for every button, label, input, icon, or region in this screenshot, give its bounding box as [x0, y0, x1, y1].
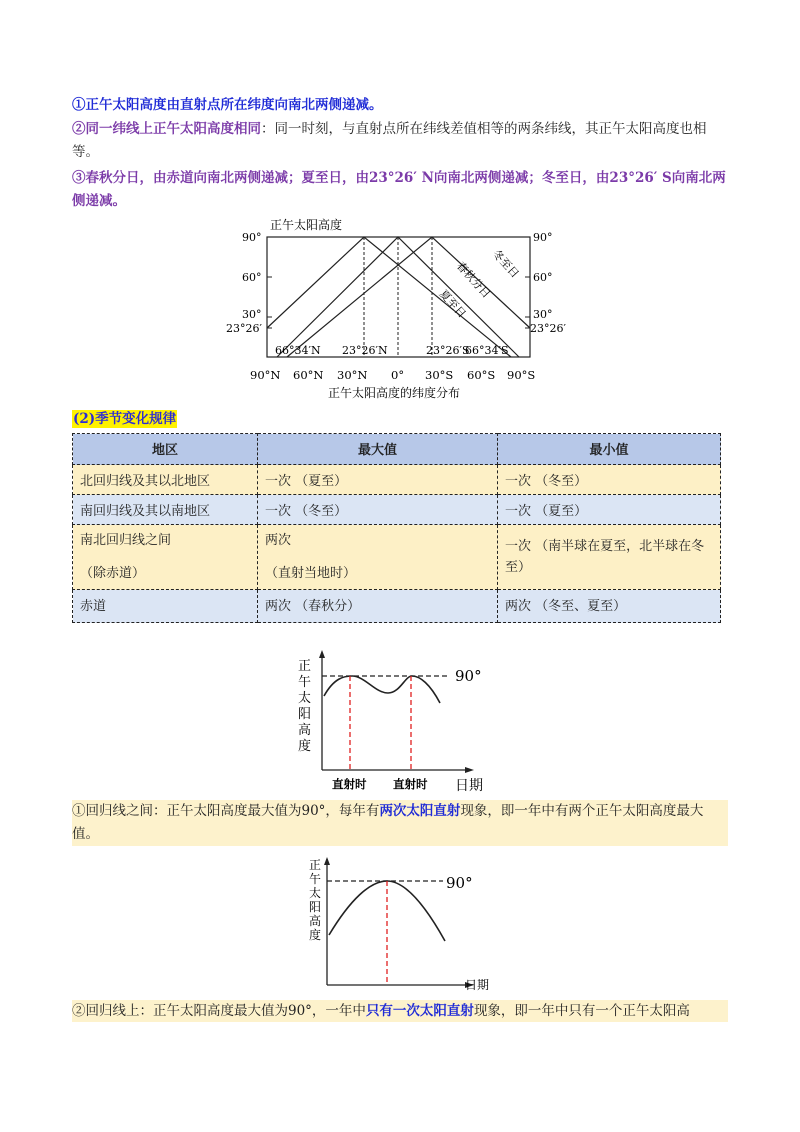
cell-region — [73, 525, 258, 590]
note-2 — [72, 1000, 728, 1022]
mark-2326s: 23°26′S — [426, 344, 470, 357]
latitude-distribution-diagram — [220, 214, 580, 404]
diagram-caption: 正午太阳高度的纬度分布 — [328, 386, 461, 400]
cell-region-line2: （除赤道） — [80, 566, 146, 581]
cell-max-line1: 两次 — [265, 533, 292, 548]
header-region: 地区 — [73, 434, 258, 465]
point-2 — [72, 118, 732, 164]
label-summer: 夏至日 — [436, 287, 469, 321]
table-header-row — [73, 434, 721, 465]
chart3-ylabel-char: 高 — [309, 914, 322, 928]
cell-region: 南回归线及其以南地区 — [73, 495, 258, 525]
chart2-ylabel-char: 正 — [298, 659, 312, 674]
left-tick-2326: 23°26′ — [226, 322, 262, 335]
chart2-ylabel-char: 高 — [298, 723, 312, 738]
chart2-ylabel-char: 度 — [298, 739, 312, 754]
cell-min: 一次 （南半球在夏至，北半球在冬至） — [498, 525, 721, 590]
x-tick-0: 0° — [391, 368, 405, 382]
seasonal-table — [72, 433, 721, 623]
chart2-ylabel-char: 午 — [298, 675, 312, 690]
header-max: 最大值 — [258, 434, 498, 465]
right-tick-60: 60° — [533, 271, 553, 284]
point-1: ①正午太阳高度由直射点所在纬度向南北两侧递减。 — [72, 97, 383, 113]
x-tick-30n: 30°N — [337, 368, 368, 382]
cell-min: 一次 （冬至） — [498, 465, 721, 495]
note-1-emphasis: 两次太阳直射 — [379, 803, 461, 819]
mark-6634s: 66°34′S — [465, 344, 509, 357]
table-row — [73, 525, 721, 590]
chart3-ylabel — [309, 858, 321, 942]
note-2-emphasis: 只有一次太阳直射 — [365, 1003, 474, 1019]
chart3-ylabel-char: 午 — [309, 872, 322, 886]
note-2-suffix: 现象，即一年中只有一个正午太阳高 — [473, 1003, 690, 1019]
x-tick-60s: 60°S — [467, 368, 496, 382]
right-tick-2326: 23°26′ — [530, 322, 566, 335]
chart2-ylabel — [298, 659, 311, 754]
note-1-prefix: ①回归线之间：正午太阳高度最大值为90°，每年有 — [72, 803, 380, 819]
cell-max — [258, 525, 498, 590]
chart2-ylabel-char: 阳 — [298, 707, 312, 722]
cell-region: 北回归线及其以北地区 — [73, 465, 258, 495]
right-tick-90: 90° — [533, 231, 553, 244]
chart2-curve — [324, 676, 440, 703]
point-2-text: ：同一时刻，与直射点所在纬线差值相等的两条纬线，其正午太阳高度也相等。 — [72, 121, 707, 160]
cell-region-line1: 南北回归线之间 — [80, 533, 172, 548]
chart3-ylabel-char: 阳 — [309, 900, 322, 914]
mark-6634n: 66°34′N — [275, 344, 321, 357]
double-peak-chart — [290, 648, 510, 798]
table-row — [73, 465, 721, 495]
chart2-marker-label-1: 直射时 — [332, 777, 367, 791]
chart2-ylabel-char: 太 — [298, 691, 312, 706]
note-2-prefix: ②回归线上：正午太阳高度最大值为90°，一年中 — [72, 1003, 366, 1019]
cell-max: 一次 （夏至） — [258, 465, 498, 495]
table-row — [73, 590, 721, 623]
chart2-90-label: 90° — [455, 667, 482, 685]
cell-min: 一次 （夏至） — [498, 495, 721, 525]
left-tick-60: 60° — [242, 271, 262, 284]
point-2-emphasis: ②同一纬线上正午太阳高度相同 — [72, 121, 261, 137]
chart3-ylabel-char: 正 — [309, 858, 322, 872]
chart3-xlabel: 日期 — [465, 978, 490, 992]
header-min: 最小值 — [498, 434, 721, 465]
table-row — [73, 495, 721, 525]
cell-max-line2: （直射当地时） — [265, 566, 357, 581]
note-1-suffix: 现象，即一年中有两个正午太阳高度最大值。 — [72, 803, 704, 842]
cell-region: 赤道 — [73, 590, 258, 623]
summer-solstice-line — [267, 237, 511, 357]
x-tick-60n: 60°N — [293, 368, 324, 382]
left-tick-30: 30° — [242, 308, 262, 321]
x-tick-90n: 90°N — [250, 368, 281, 382]
right-tick-30: 30° — [533, 308, 553, 321]
note-1 — [72, 800, 728, 846]
x-tick-30s: 30°S — [425, 368, 454, 382]
point-3: ③春秋分日，由赤道向南北两侧递减；夏至日，由23°26′ N向南北两侧递减；冬至日，由23°26′ S向南北两侧递减。 — [72, 170, 726, 209]
single-peak-chart — [305, 855, 505, 995]
chart2-xlabel: 日期 — [455, 778, 483, 794]
chart3-ylabel-char: 太 — [309, 886, 322, 900]
chart3-ylabel-char: 度 — [309, 928, 322, 942]
chart2-marker-label-2: 直射时 — [393, 777, 428, 791]
chart3-90-label: 90° — [446, 874, 473, 892]
section-title: (2)季节变化规律 — [73, 411, 177, 427]
cell-min: 两次 （冬至、夏至） — [498, 590, 721, 623]
x-tick-90s: 90°S — [507, 368, 536, 382]
cell-max: 两次 （春秋分） — [258, 590, 498, 623]
left-tick-90: 90° — [242, 231, 262, 244]
mark-2326n: 23°26′N — [342, 344, 388, 357]
label-equinox: 春秋分日 — [453, 259, 493, 301]
cell-max: 一次 （冬至） — [258, 495, 498, 525]
diagram-ylabel: 正午太阳高度 — [270, 218, 343, 232]
label-winter: 冬至日 — [489, 247, 522, 281]
